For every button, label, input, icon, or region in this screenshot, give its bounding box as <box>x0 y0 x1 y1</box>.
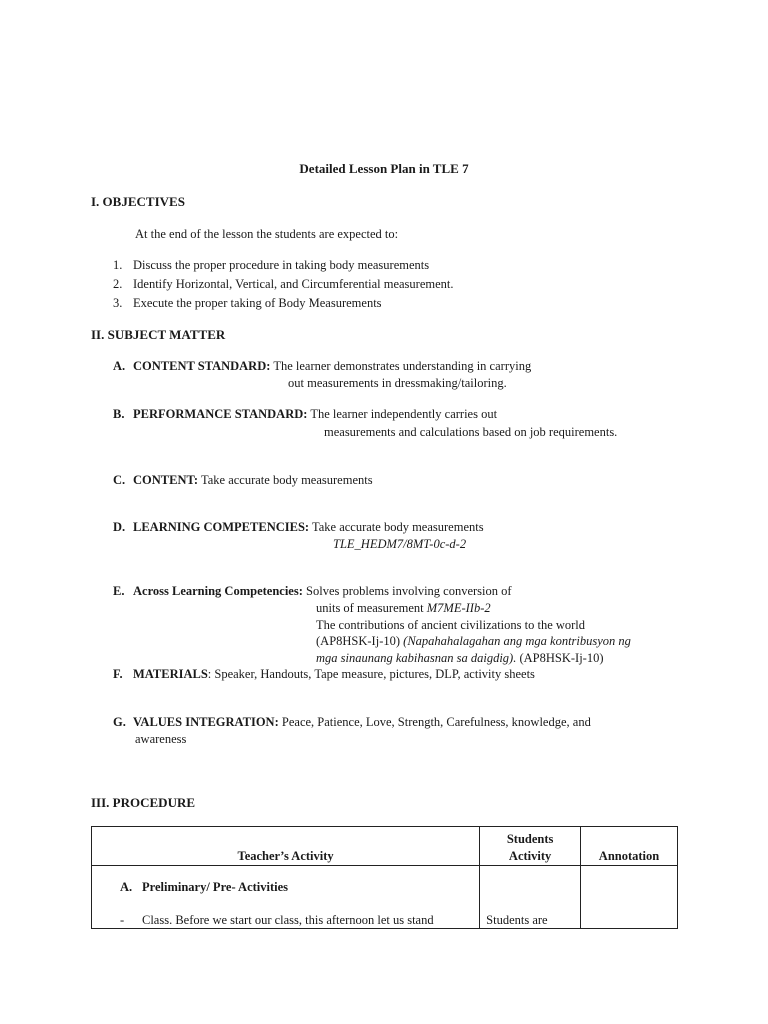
across-competencies-line <box>316 633 631 650</box>
students-cell <box>480 866 581 929</box>
values-integration-label: VALUES INTEGRATION: <box>133 715 279 729</box>
objective-number: 1. <box>113 258 123 272</box>
header-teachers-activity: Teacher’s Activity <box>92 827 480 866</box>
header-students-line2: Activity <box>508 849 552 864</box>
preliminary-activities <box>120 879 288 896</box>
performance-standard-text-cont: measurements and calculations based on job requirements. <box>324 425 618 439</box>
across-competencies-code: (AP8HSK-Ij-10) <box>519 651 604 665</box>
item-letter: G. <box>113 715 126 729</box>
materials-text: : Speaker, Handouts, Tape measure, pictures, DLP, activity sheets <box>207 667 535 681</box>
performance-standard <box>113 406 497 423</box>
objective-item <box>113 295 382 312</box>
teacher-instruction <box>120 912 434 929</box>
content-standard-text: The learner demonstrates understanding in carrying <box>273 359 532 373</box>
values-integration-text-cont: awareness <box>135 732 187 746</box>
across-competencies-line <box>316 600 491 617</box>
objective-item <box>113 257 429 274</box>
objective-text: Identify Horizontal, Vertical, and Circumferential measurement. <box>133 277 454 291</box>
learning-competencies-text: Take accurate body measurements <box>311 520 484 534</box>
document-title: Detailed Lesson Plan in TLE 7 <box>299 161 469 176</box>
content-standard-text-cont: out measurements in dressmaking/tailoring. <box>288 376 507 390</box>
objective-number: 3. <box>113 296 123 310</box>
across-learning-competencies <box>113 583 512 600</box>
table-header-row <box>92 827 678 866</box>
objective-number: 2. <box>113 277 123 291</box>
item-letter: D. <box>113 520 126 534</box>
across-competencies-text: units of measurement <box>316 601 424 615</box>
item-letter: E. <box>113 584 125 598</box>
objectives-heading: I. OBJECTIVES <box>91 194 185 209</box>
teacher-cell <box>92 866 480 929</box>
across-competencies-text: Solves problems involving conversion of <box>306 584 512 598</box>
students-response: Students are <box>486 913 548 927</box>
content <box>113 472 373 489</box>
across-competencies-line: The contributions of ancient civilizations to the world <box>316 618 586 632</box>
teacher-instruction-text: Class. Before we start our class, this afternoon let us stand <box>142 913 434 927</box>
content-label: CONTENT: <box>133 473 199 487</box>
performance-standard-text: The learner independently carries out <box>310 407 498 421</box>
annotation-cell <box>581 866 678 929</box>
objective-text: Execute the proper taking of Body Measurements <box>133 296 382 310</box>
objectives-intro: At the end of the lesson the students are expected to: <box>135 227 399 241</box>
performance-standard-label: PERFORMANCE STANDARD: <box>133 407 308 421</box>
learning-competencies-code: TLE_HEDM7/8MT-0c-d-2 <box>333 537 467 551</box>
list-dash: - <box>120 913 125 927</box>
objective-text: Discuss the proper procedure in taking body measurements <box>133 258 430 272</box>
across-competencies-code: (AP8HSK-Ij-10) <box>316 634 401 648</box>
content-standard <box>113 358 531 375</box>
values-integration-text: Peace, Patience, Love, Strength, Carefulness, knowledge, and <box>281 715 591 729</box>
item-letter: A. <box>120 880 133 894</box>
learning-competencies <box>113 519 484 536</box>
values-integration <box>113 714 591 731</box>
item-letter: C. <box>113 473 126 487</box>
content-text: Take accurate body measurements <box>200 473 373 487</box>
across-competencies-translation: mga sinaunang kabihasnan sa daigdig). <box>316 651 517 665</box>
table-row <box>92 866 678 929</box>
header-students-activity <box>480 827 581 866</box>
learning-competencies-label: LEARNING COMPETENCIES: <box>133 520 310 534</box>
procedure-heading: III. PROCEDURE <box>91 795 196 810</box>
item-letter: F. <box>113 667 123 681</box>
content-standard-label: CONTENT STANDARD: <box>133 359 271 373</box>
subject-matter-heading: II. SUBJECT MATTER <box>91 327 226 342</box>
objective-item <box>113 276 453 293</box>
item-letter: B. <box>113 407 125 421</box>
across-competencies-translation: (Napahahalagahan ang mga kontribusyon ng <box>403 634 631 648</box>
materials-label: MATERIALS <box>133 667 208 681</box>
across-competencies-code: M7ME-IIb-2 <box>426 601 491 615</box>
preliminary-activities-label: Preliminary/ Pre- Activities <box>142 880 289 894</box>
materials <box>113 666 535 683</box>
header-annotation: Annotation <box>581 827 678 866</box>
procedure-table <box>91 826 678 929</box>
item-letter: A. <box>113 359 126 373</box>
header-students-line1: Students <box>506 832 554 847</box>
across-competencies-line <box>316 650 604 667</box>
across-competencies-label: Across Learning Competencies: <box>133 584 303 598</box>
